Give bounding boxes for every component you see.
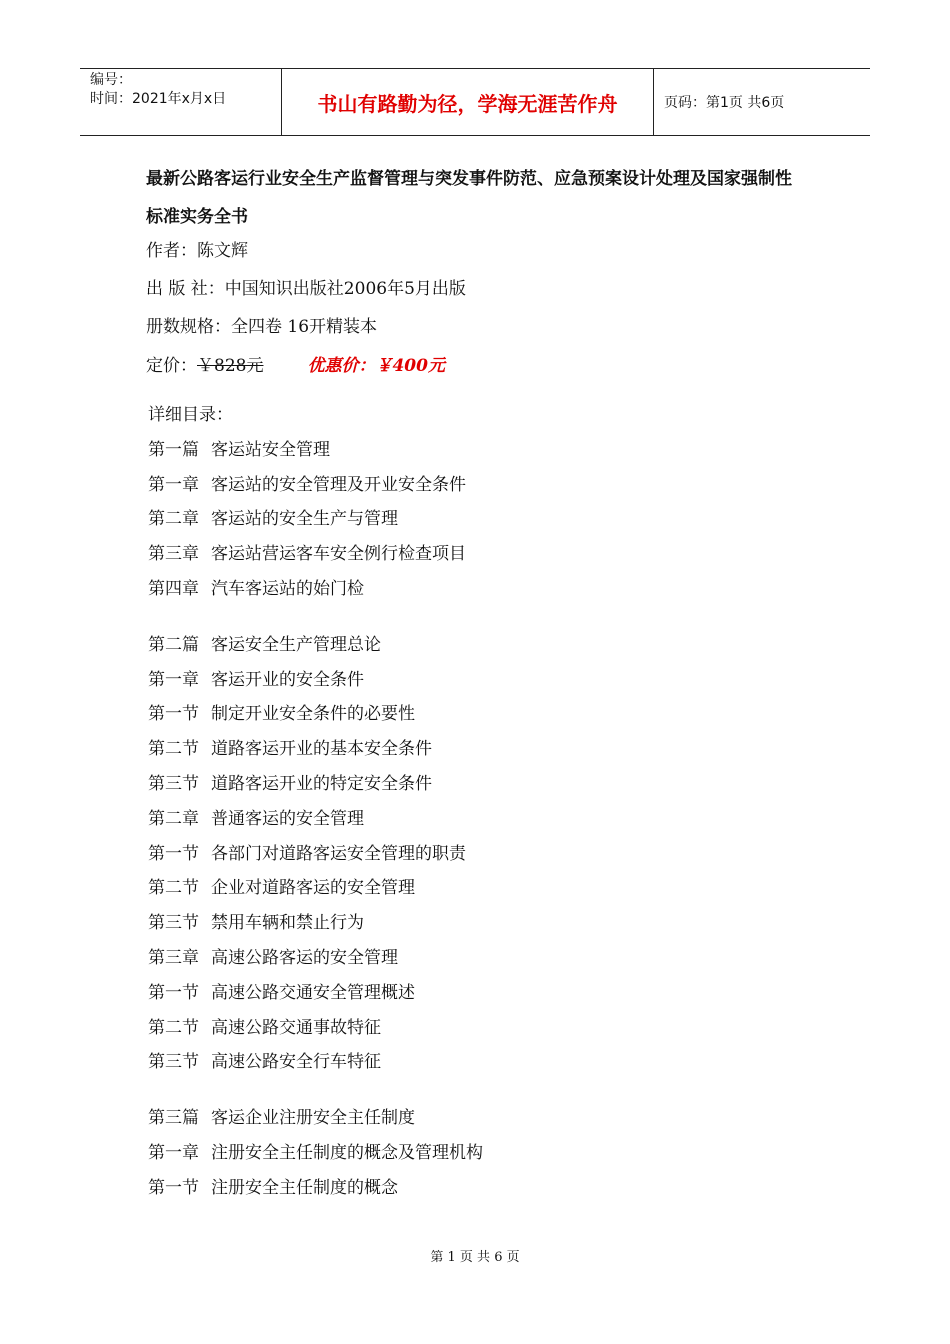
- toc-entry-text: 高速公路安全行车特征: [211, 1052, 381, 1073]
- document-time: 时间：2021年x月x日: [90, 91, 227, 107]
- toc-entry-number: 第三节: [148, 913, 199, 934]
- price-original: ￥828元: [197, 356, 264, 376]
- toc-entry-number: 第二节: [148, 1017, 199, 1038]
- toc-entry-number: 第三章: [148, 947, 199, 968]
- toc-entry-number: 第三节: [148, 773, 199, 794]
- toc-entry-text: 注册安全主任制度的概念及管理机构: [211, 1142, 483, 1163]
- toc-entry-text: 道路客运开业的基本安全条件: [211, 739, 432, 760]
- toc-entry: [148, 1011, 483, 1046]
- toc-entry: [148, 572, 483, 607]
- toc-entry-text: 注册安全主任制度的概念: [211, 1177, 398, 1198]
- toc-entry: [148, 976, 483, 1011]
- toc-entry-number: 第二章: [148, 808, 199, 829]
- toc-entry-number: 第一节: [148, 982, 199, 1003]
- toc-group-gap: [148, 1080, 483, 1101]
- toc-entry-text: 高速公路交通安全管理概述: [211, 982, 415, 1003]
- header-motto: 书山有路勤为径，学海无涯苦作舟: [282, 69, 654, 135]
- price-label: 定价：: [146, 356, 197, 376]
- header-page-info: 页码：第1页 共6页: [664, 95, 785, 111]
- toc-entry: [148, 1101, 483, 1136]
- toc-entry-text: 客运企业注册安全主任制度: [211, 1108, 415, 1129]
- book-price: [146, 351, 445, 376]
- book-format: 册数规格：全四卷 16开精装本: [146, 317, 378, 337]
- toc-entry-text: 客运站营运客车安全例行检查项目: [211, 544, 466, 565]
- toc-entry-text: 高速公路交通事故特征: [211, 1017, 381, 1038]
- toc-entry-text: 客运开业的安全条件: [211, 669, 364, 690]
- toc-entry: [148, 1045, 483, 1080]
- toc-entry: [148, 767, 483, 802]
- toc-entry: [148, 802, 483, 837]
- toc-entry-number: 第一章: [148, 1142, 199, 1163]
- toc-heading: 详细目录：: [148, 405, 233, 425]
- toc-entry-number: 第三节: [148, 1052, 199, 1073]
- toc-entry: [148, 433, 483, 468]
- toc-entry: [148, 1171, 483, 1206]
- toc-entry-number: 第一章: [148, 669, 199, 690]
- toc-entry-number: 第一节: [148, 1177, 199, 1198]
- toc-entry: [148, 628, 483, 663]
- toc-entry-number: 第四章: [148, 578, 199, 599]
- toc-entry: [148, 663, 483, 698]
- toc-entry: [148, 906, 483, 941]
- toc-entry: [148, 697, 483, 732]
- toc-entry-text: 客运站安全管理: [211, 439, 330, 460]
- toc-entry: [148, 871, 483, 906]
- toc-entry: [148, 537, 483, 572]
- toc-entry: [148, 468, 483, 503]
- toc-group-gap: [148, 607, 483, 628]
- page-header: [80, 68, 870, 136]
- document-number-label: 编号：: [90, 72, 132, 88]
- book-author: 作者：陈文辉: [146, 241, 248, 261]
- toc-entry-number: 第一节: [148, 704, 199, 725]
- table-of-contents: [148, 398, 483, 1206]
- header-meta: [80, 69, 282, 135]
- toc-entry-number: 第一章: [148, 474, 199, 495]
- toc-entry-number: 第二章: [148, 509, 199, 530]
- toc-entry-text: 高速公路客运的安全管理: [211, 947, 398, 968]
- toc-entry-text: 禁用车辆和禁止行为: [211, 913, 364, 934]
- toc-entry: [148, 941, 483, 976]
- toc-entry-text: 普通客运的安全管理: [211, 808, 364, 829]
- toc-entry: [148, 732, 483, 767]
- book-title: 最新公路客运行业安全生产监督管理与突发事件防范、应急预案设计处理及国家强制性标准实务全书: [146, 169, 792, 227]
- price-promo: 优惠价：￥400元: [307, 356, 445, 376]
- book-publisher: 出 版 社：中国知识出版社2006年5月出版: [146, 279, 466, 299]
- toc-entry-number: 第二节: [148, 878, 199, 899]
- toc-entry-number: 第三篇: [148, 1108, 199, 1129]
- toc-entry: [148, 837, 483, 872]
- toc-entry: [148, 1136, 483, 1171]
- toc-entry-text: 道路客运开业的特定安全条件: [211, 773, 432, 794]
- toc-entry-text: 客运站的安全管理及开业安全条件: [211, 474, 466, 495]
- toc-entry-number: 第二篇: [148, 634, 199, 655]
- toc-entry-number: 第三章: [148, 544, 199, 565]
- toc-entry-text: 制定开业安全条件的必要性: [211, 704, 415, 725]
- toc-entry-text: 客运安全生产管理总论: [211, 634, 381, 655]
- toc-entry: [148, 502, 483, 537]
- page-footer: 第 1 页 共 6 页: [430, 1250, 520, 1265]
- toc-entry-number: 第一节: [148, 843, 199, 864]
- toc-entry-text: 企业对道路客运的安全管理: [211, 878, 415, 899]
- toc-entry-text: 汽车客运站的始门检: [211, 578, 364, 599]
- toc-entry-number: 第一篇: [148, 439, 199, 460]
- toc-entry-text: 客运站的安全生产与管理: [211, 509, 398, 530]
- toc-entry-number: 第二节: [148, 739, 199, 760]
- toc-entry-text: 各部门对道路客运安全管理的职责: [211, 843, 466, 864]
